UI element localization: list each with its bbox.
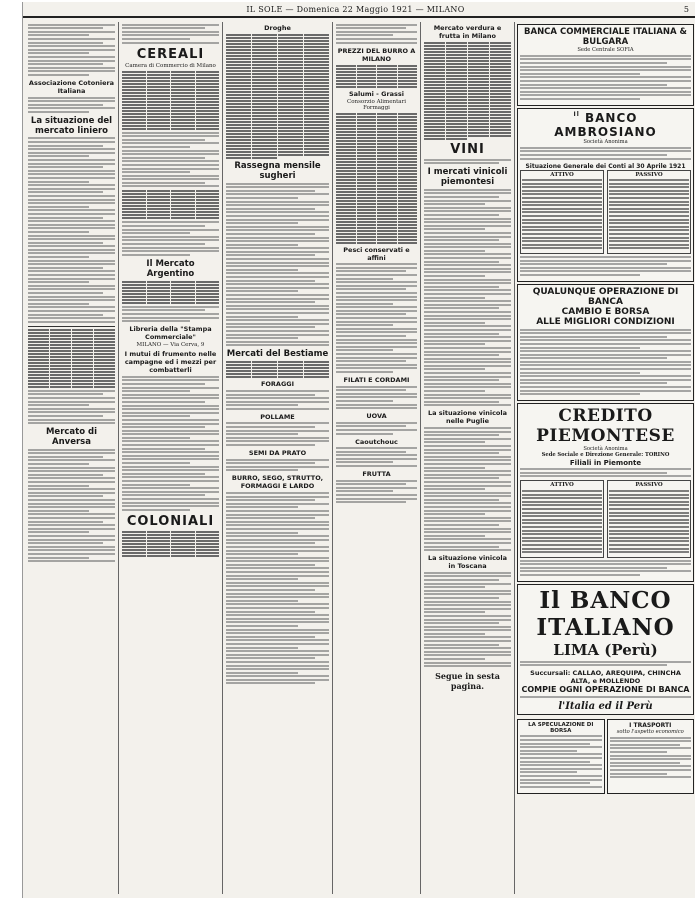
section-heading: Rassegna mensile sugheri	[234, 161, 321, 181]
balance-label: ATTIVO	[550, 482, 574, 489]
balance-passivo	[607, 170, 691, 255]
ad-line: Sede Sociale e Direzione Generale: TORINO	[541, 452, 670, 459]
section-heading: VINI	[450, 142, 485, 157]
section-heading: I mercati vinicoli piemontesi	[427, 167, 508, 188]
section-heading: Associazione Cotoniera Italiana	[28, 78, 115, 95]
balance-passivo	[607, 480, 691, 558]
section-heading: COLONIALI	[126, 513, 215, 529]
section-heading: FRUTTA	[362, 470, 391, 479]
page-number: 5	[683, 4, 689, 14]
section-heading: POLLAME	[260, 412, 295, 421]
section-heading: Salumi - Grassi	[348, 89, 405, 98]
ad-trasporti	[607, 719, 695, 794]
ad-speculazione-borsa	[517, 719, 605, 794]
column-5	[421, 22, 515, 894]
ad-situation: Situazione Generale dei Conti al 30 Aprile 1921	[525, 162, 686, 170]
ad-title-text: BANCO AMBROSIANO	[554, 110, 657, 139]
balance-sheet	[520, 170, 691, 255]
ad-line: ALLE MIGLIORI CONDIZIONI	[536, 316, 675, 327]
section-heading: SEMI DA PRATO	[248, 449, 307, 458]
ad-title-article: Il	[573, 110, 580, 118]
ad-line: QUALUNQUE OPERAZIONE DI BANCA	[532, 286, 679, 307]
balance-attivo	[520, 170, 604, 255]
section-heading: Caoutchouc	[355, 437, 398, 446]
text-block	[28, 24, 115, 76]
ad-title: I TRASPORTI	[629, 721, 672, 729]
ad-subtitle: Società Anonima	[583, 138, 628, 145]
ad-title: BANCA COMMERCIALE ITALIANA & BULGARA	[524, 27, 687, 47]
section-heading: Pesci conservati e affini	[343, 245, 410, 262]
section-heading: La situazione vinicola nelle Puglie	[427, 409, 508, 426]
ad-operazioni: COMPIE OGNI OPERAZIONE DI BANCA	[521, 685, 690, 695]
section-subheading: MILANO — Via Cerva, 9	[136, 342, 205, 349]
section-heading: Mercato di Anversa	[45, 427, 98, 448]
ad-title	[520, 111, 691, 139]
balance-attivo	[520, 480, 604, 558]
section-heading: Il Mercato Argentino	[146, 258, 195, 279]
ad-banco-italiano	[517, 584, 694, 715]
section-heading: BURRO, SEGO, STRUTTO, FORMAGGI E LARDO	[231, 474, 324, 491]
balance-sheet	[520, 480, 691, 558]
ad-subtitle: sotto l'aspetto economico	[616, 728, 684, 735]
balance-label: PASSIVO	[635, 482, 663, 489]
ad-filiali: Filiali in Piemonte	[569, 458, 642, 467]
masthead-title: IL SOLE — Domenica 22 Maggio 1921 — MILANO	[246, 4, 465, 14]
section-heading: La situazione del mercato liniero	[30, 115, 113, 136]
advertisements-column	[515, 22, 696, 894]
ad-between: l'Italia ed il Perù	[558, 700, 653, 712]
ad-subtitle: Sede Centrale SOFIA	[577, 47, 634, 53]
section-heading: PREZZI DEL BURRO A MILANO	[337, 46, 416, 63]
ad-line: CAMBIO E BORSA	[561, 306, 650, 317]
ad-city: LIMA (Perù)	[553, 641, 658, 660]
ad-title: Il BANCO ITALIANO	[536, 587, 675, 642]
data-table	[122, 71, 219, 130]
section-subheading: Camera di Commercio di Milano	[125, 62, 216, 69]
section-heading: Droghe	[264, 24, 291, 32]
ad-succursali: Succursali: CALLAO, AREQUIPA, CHINCHA ALTA, e MOLLENDO	[530, 669, 681, 686]
section-heading: FORAGGI	[260, 380, 295, 389]
masthead	[23, 2, 695, 18]
ad-bottom-row	[517, 717, 694, 796]
section-heading: La situazione vinicola in Toscana	[427, 554, 508, 571]
ad-qualunque-operazione	[517, 284, 694, 401]
section-heading: Mercato verdura e frutta in Milano	[433, 24, 502, 40]
balance-label: PASSIVO	[635, 171, 663, 178]
newspaper-page	[22, 2, 695, 898]
section-heading: I mutui di frumento nelle campagne ed i mezzi per combatterli	[124, 350, 217, 375]
continued-note: Segue in sesta pagina.	[435, 671, 500, 692]
section-heading: Libreria della "Stampa Commerciale"	[129, 325, 212, 342]
ad-title: LA SPECULAZIONE DI BORSA	[528, 721, 594, 734]
section-subheading: Consorzio Alimentari Formaggi	[347, 98, 406, 111]
section-heading: FILATI E CORDAMI	[343, 375, 410, 384]
column-1	[25, 22, 119, 894]
ad-banco-ambrosiano	[517, 108, 694, 282]
column-3	[223, 22, 333, 894]
column-2	[119, 22, 223, 894]
section-heading: Mercati del Bestiame	[226, 349, 329, 360]
section-heading: CEREALI	[136, 46, 205, 62]
ad-credito-piemontese	[517, 403, 694, 582]
balance-label: ATTIVO	[550, 171, 574, 178]
section-heading: UOVA	[366, 412, 387, 421]
ad-title: CREDITO PIEMONTESE	[536, 406, 675, 447]
data-table	[28, 329, 115, 388]
column-4	[333, 22, 421, 894]
ad-banca-commerciale-bulgara	[517, 24, 694, 106]
ad-subtitle: Società Anonima	[583, 446, 628, 453]
